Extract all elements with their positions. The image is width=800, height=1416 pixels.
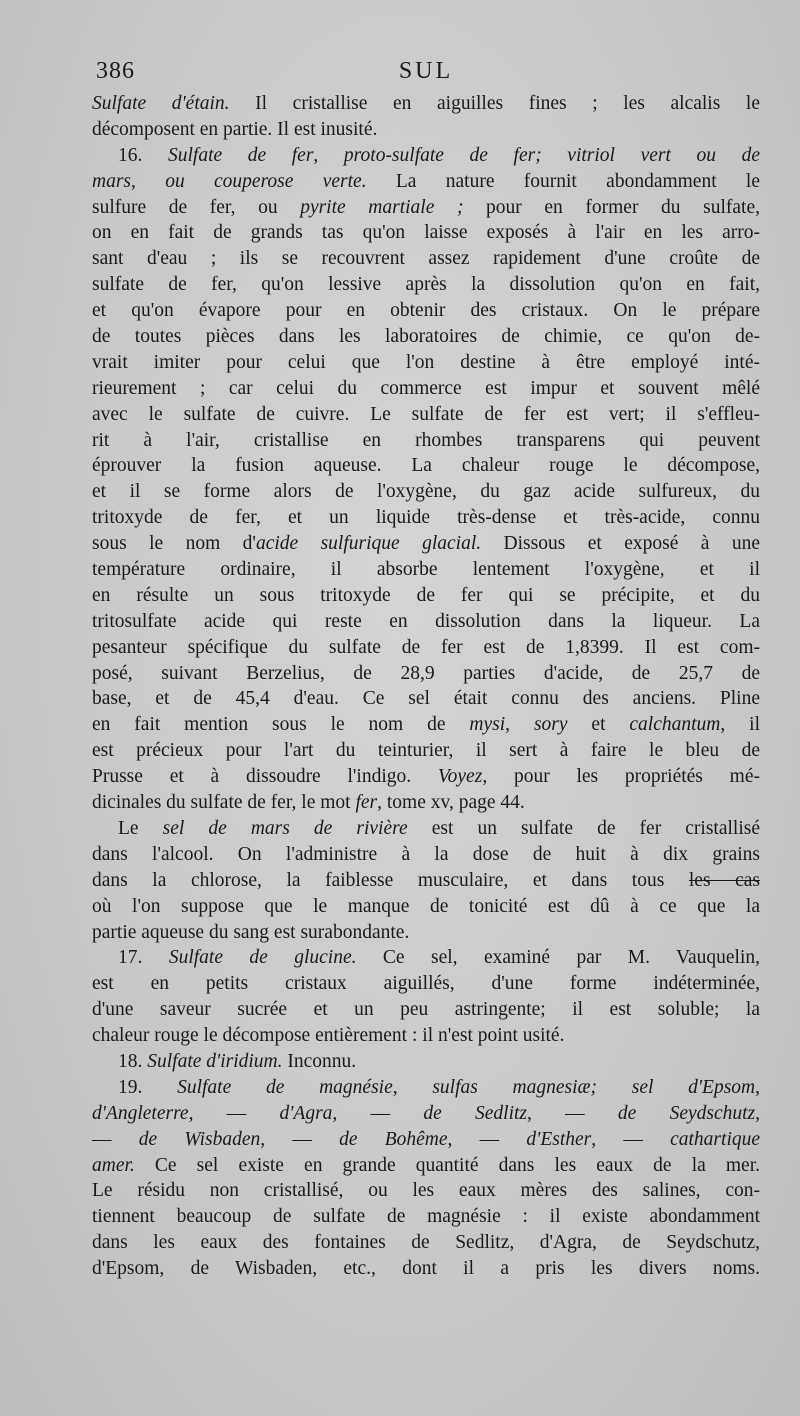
text-line [92, 1075, 760, 1101]
text-line [92, 557, 760, 583]
text-run: rit à l'air, cristallise en rhombes transparens qui peuvent [92, 429, 760, 451]
text-line [92, 1204, 760, 1230]
text-run: de Seydschutz [617, 1102, 756, 1124]
article-text [92, 91, 760, 1282]
text-run: pyrite martiale ; [300, 196, 464, 218]
text-line [92, 868, 760, 894]
text-run: Sulfate d'étain. [92, 93, 230, 114]
text-line [92, 246, 760, 272]
text-run: Sulfate de magnésie [177, 1076, 393, 1098]
text-run: dans les eaux des fontaines de Sedlitz, d'Agra, de Seydschutz, [92, 1232, 760, 1254]
text-line [92, 195, 760, 221]
text-line [92, 220, 760, 246]
text-run: sel de mars de rivière [162, 817, 408, 839]
text-line [92, 894, 760, 920]
text-run: d'Esther [526, 1128, 592, 1150]
text-run: est précieux pour l'art du teinturier, il sert à faire le bleu de [92, 740, 760, 762]
text-line [92, 842, 760, 868]
text-line [92, 1153, 760, 1179]
text-run: , il [720, 714, 760, 736]
text-run: les cas [688, 869, 760, 891]
text-run: rieurement ; car celui du commerce est impur et souvent mêlé [92, 377, 760, 399]
text-line [92, 764, 760, 790]
text-line [92, 609, 760, 635]
text-run: Il cristallise en aiguilles fines ; les alcalis le [229, 93, 760, 114]
text-line [92, 402, 760, 428]
text-line [92, 1101, 760, 1127]
text-run: tiennent beaucoup de sulfate de magnésie : il existe abondamment [92, 1206, 760, 1228]
text-line [92, 91, 760, 117]
text-run: tritosulfate acide qui reste en dissolution dans la liqueur. La [92, 610, 760, 632]
text-run: pour en former du sulfate, [463, 196, 760, 218]
text-run: et qu'on évapore pour en obtenir des cristaux. On le prépare [92, 300, 760, 322]
text-run: décomposent en partie. Il est inusité. [92, 118, 378, 140]
text-run: Inconnu. [282, 1050, 357, 1072]
text-line [92, 479, 760, 505]
text-run: en fait mention sous le nom de [92, 714, 470, 736]
text-line [92, 143, 760, 169]
text-run: d'une saveur sucrée et un peu astringente; il est soluble; la [92, 999, 760, 1021]
text-run: , [313, 144, 344, 166]
text-run: de Wisbaden [138, 1128, 261, 1150]
text-run: , pour les propriétés mé- [482, 766, 760, 788]
text-run: 18. [118, 1050, 148, 1072]
text-run: est un sulfate de fer cristallisé [407, 817, 760, 839]
text-run: , — [332, 1102, 424, 1124]
text-run: ou couperose verte. [165, 170, 367, 192]
text-line [92, 790, 760, 816]
text-line [92, 920, 760, 946]
text-run: température ordinaire, il absorbe lentement l'oxygène, et il [92, 559, 760, 581]
running-head: SUL [398, 58, 454, 84]
text-line [92, 712, 760, 738]
text-run: — [92, 1128, 139, 1150]
text-run: d'Agra [279, 1102, 333, 1124]
text-run: de toutes pièces dans les laboratoires de chimie, ce qu'on de- [92, 326, 760, 348]
page-number: 386 [96, 58, 135, 84]
text-run: où l'on suppose que le manque de tonicité est dû à ce que la [92, 895, 760, 917]
text-run: de Bohême [339, 1128, 448, 1150]
text-run: , tome xv, page 44. [377, 792, 525, 814]
text-run: 17. [118, 947, 169, 969]
text-run: , [755, 1102, 760, 1124]
text-run: partie aqueuse du sang est surabondante. [92, 921, 410, 943]
text-line [92, 298, 760, 324]
text-run: Ce sel existe en grande quantité dans les eaux de la mer. [134, 1154, 760, 1176]
text-run: cathartique [670, 1128, 760, 1150]
text-run: base, et de 45,4 d'eau. Ce sel était connu des anciens. Pline [92, 688, 760, 710]
text-line [92, 1049, 760, 1075]
text-line [92, 1023, 760, 1049]
text-line [92, 945, 760, 971]
text-run: La nature fournit abondamment le [366, 170, 760, 192]
text-run: mysi [469, 714, 506, 736]
text-run: 16. [118, 144, 168, 166]
text-run: , — [188, 1102, 280, 1124]
text-run: dans l'alcool. On l'administre à la dose de huit à dix grains [92, 843, 760, 865]
text-run: on en fait de grands tas qu'on laisse exposés à l'air en les arro- [92, 222, 760, 244]
text-run: sant d'eau ; ils se recouvrent assez rapidement d'une croûte de [92, 248, 760, 270]
text-run: posé, suivant Berzelius, de 28,9 parties d'acide, de 25,7 de [92, 662, 760, 684]
text-run: Voyez [437, 766, 483, 788]
text-run: avec le sulfate de cuivre. Le sulfate de fer est vert; il s'efflеu- [92, 403, 760, 425]
text-run: , — [447, 1128, 527, 1150]
text-line [92, 661, 760, 687]
text-run: Le résidu non cristallisé, ou les eaux mères des salines, con- [92, 1180, 760, 1202]
text-run: , [505, 714, 534, 736]
text-run: Le [118, 817, 163, 839]
text-run: et il se forme alors de l'oxygène, du gaz acide sulfureux, du [92, 481, 760, 503]
text-line [92, 971, 760, 997]
text-run: Prusse et à dissoudre l'indigo. [92, 766, 438, 788]
text-run: et [567, 714, 630, 736]
text-run: tritoxyde de fer, et un liquide très-dense et très-acide, connu [92, 507, 760, 529]
text-run: amer. [92, 1154, 135, 1176]
text-run: est en petits cristaux aiguillés, d'une forme indéterminée, [92, 973, 760, 995]
text-run: dicinales du sulfate de fer, le mot [92, 792, 356, 814]
text-line [92, 738, 760, 764]
text-run: sous le nom d' [92, 533, 256, 555]
text-line [92, 453, 760, 479]
text-line [92, 272, 760, 298]
text-run: sulfas magnesiæ; sel d'Epsom [432, 1076, 756, 1098]
text-line [92, 816, 760, 842]
text-run: mars [92, 170, 132, 192]
text-line [92, 324, 760, 350]
text-line [92, 1127, 760, 1153]
text-line [92, 1256, 760, 1282]
text-run: fer [355, 792, 378, 814]
text-line [92, 169, 760, 195]
text-line [92, 117, 760, 143]
text-run: , — [260, 1128, 340, 1150]
text-line [92, 997, 760, 1023]
text-line [92, 686, 760, 712]
text-run: sulfure de fer, ou [92, 196, 301, 218]
text-line [92, 376, 760, 402]
text-run: , [755, 1076, 760, 1098]
text-line [92, 583, 760, 609]
text-run: calchantum [629, 714, 721, 736]
text-line [92, 505, 760, 531]
text-run: Sulfate de glucine. [168, 947, 357, 969]
text-line [92, 428, 760, 454]
text-run: Dissous et exposé à une [481, 533, 760, 555]
text-run: vrait imiter pour celui que l'on destine à être employé inté- [92, 351, 760, 373]
text-run: dans la chlorose, la faiblesse musculaire, et dans tous [92, 869, 689, 891]
text-run: acide sulfurique glacial. [255, 533, 482, 555]
text-run: Ce sel, examiné par M. Vauquelin, [356, 947, 760, 969]
text-run: , [131, 170, 166, 192]
text-line [92, 635, 760, 661]
page-header [96, 58, 756, 94]
text-run: pesanteur spécifique du sulfate de fer est de 1,8399. Il est com- [92, 636, 760, 658]
text-run: de Sedlitz [423, 1102, 527, 1124]
text-line [92, 531, 760, 557]
text-run: d'Angleterre [92, 1102, 189, 1124]
text-run: Sulfate d'iridium. [147, 1050, 283, 1072]
text-run: chaleur rouge le décompose entièrement : il n'est point usité. [92, 1025, 565, 1047]
text-run: , — [591, 1128, 671, 1150]
text-line [92, 350, 760, 376]
text-run: d'Epsom, de Wisbaden, etc., dont il a pris les divers noms. [92, 1258, 760, 1280]
text-run: éprouver la fusion aqueuse. La chaleur rouge le décompose, [92, 455, 760, 477]
text-run: en résulte un sous tritoxyde de fer qui se précipite, et du [92, 584, 760, 606]
text-line [92, 1230, 760, 1256]
text-run: , — [527, 1102, 618, 1124]
text-run: , [392, 1076, 433, 1098]
text-run: sulfate de fer, qu'on lessive après la dissolution qu'on en fait, [92, 274, 760, 296]
text-run: proto-sulfate de fer; vitriol vert ou de [343, 144, 760, 166]
text-run: Sulfate de fer [167, 144, 314, 166]
text-run: 19. [118, 1076, 178, 1098]
text-line [92, 1178, 760, 1204]
text-run: sory [533, 714, 568, 736]
